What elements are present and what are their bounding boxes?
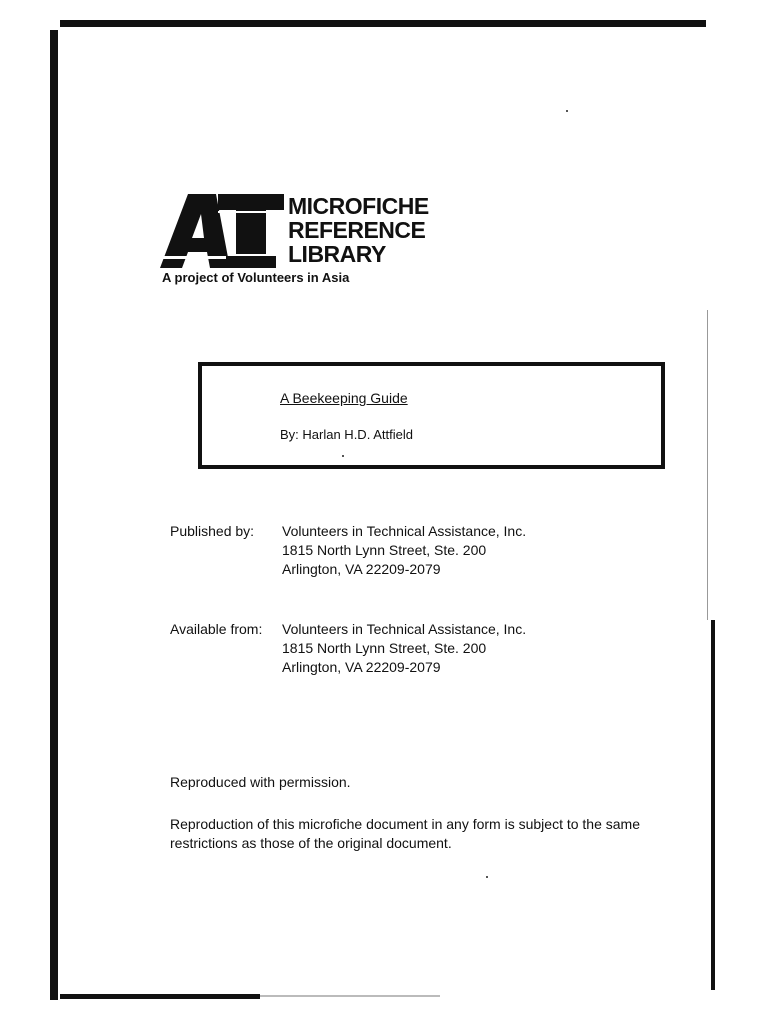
logo-mark-letters: AT: [221, 267, 223, 268]
microfiche-library-logo: [160, 192, 450, 272]
published-by-address: [282, 522, 526, 579]
available-street: 1815 North Lynn Street, Ste. 200: [282, 640, 487, 656]
scan-speck: [566, 110, 568, 112]
published-by-section: [170, 522, 590, 582]
published-street: 1815 North Lynn Street, Ste. 200: [282, 542, 487, 558]
logo-line-reference: REFERENCE: [288, 217, 426, 243]
available-from-section: [170, 620, 590, 680]
title-box: [198, 362, 665, 469]
scan-border-right-faint: [707, 310, 708, 620]
available-from-label: Available from:: [170, 621, 263, 637]
scan-border-left: [50, 30, 58, 1000]
published-city: Arlington, VA 22209-2079: [282, 561, 441, 577]
available-org: Volunteers in Technical Assistance, Inc.: [282, 621, 527, 637]
scan-border-bottom-faint: [260, 995, 440, 997]
published-by-label: Published by:: [170, 523, 255, 539]
scan-border-bottom: [60, 994, 260, 999]
scan-border-top: [60, 20, 706, 27]
logo-line-library: LIBRARY: [288, 241, 386, 267]
logo-tagline: A project of Volunteers in Asia: [162, 270, 350, 285]
logo-line-microfiche: MICROFICHE: [288, 193, 429, 219]
book-author: By: Harlan H.D. Attfield: [280, 427, 413, 442]
at-logo-mark: [160, 192, 284, 268]
reproduced-notice: Reproduced with permission.: [170, 774, 351, 790]
book-title: A Beekeeping Guide: [280, 390, 408, 406]
logo-wordmark: [288, 194, 429, 266]
restrictions-notice: Reproduction of this microfiche document in any form is subject to the same restrictions as those of the original document.: [170, 816, 640, 851]
available-from-address: [282, 620, 526, 677]
scan-speck: [486, 876, 488, 878]
available-city: Arlington, VA 22209-2079: [282, 659, 441, 675]
published-org: Volunteers in Technical Assistance, Inc.: [282, 523, 527, 539]
scan-border-right: [711, 620, 715, 990]
